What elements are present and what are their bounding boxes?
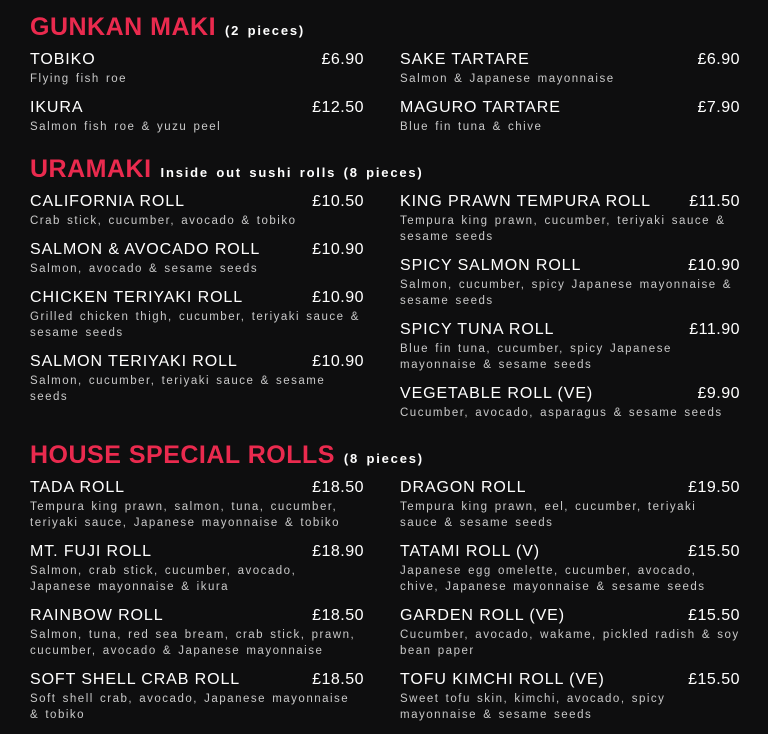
section-right-column [400,478,740,734]
menu-item [30,98,364,135]
item-price: £10.90 [688,257,740,274]
item-name-price-row [30,50,364,69]
item-description: Tempura king prawn, eel, cucumber, teriyaki sauce & sesame seeds [400,501,697,529]
menu-item [30,606,364,659]
item-name-price-row [400,606,740,625]
item-price: £6.90 [697,51,740,68]
item-description: Blue fin tuna, cucumber, spicy Japanese mayonnaise & sesame seeds [400,343,672,371]
item-description: Grilled chicken thigh, cucumber, teriyaki sauce & sesame seeds [30,311,360,339]
item-price: £11.90 [689,321,740,338]
menu-item [400,606,740,659]
item-name: RAINBOW ROLL [30,607,164,624]
item-name: SPICY SALMON ROLL [400,257,582,274]
item-name-price-row [30,240,364,259]
item-price: £7.90 [697,99,740,116]
item-name: TADA ROLL [30,479,125,496]
menu-item [30,542,364,595]
item-description: Salmon, cucumber, teriyaki sauce & sesame seeds [30,375,326,403]
section-title: URAMAKI [30,155,152,183]
item-name: MAGURO TARTARE [400,99,561,116]
item-price: £11.50 [689,193,740,210]
item-description: Salmon, tuna, red sea bream, crab stick, prawn, cucumber, avocado & Japanese mayonnaise [30,629,356,657]
item-price: £10.90 [312,289,364,306]
menu-item [30,288,364,341]
item-name: CHICKEN TERIYAKI ROLL [30,289,244,306]
section-subtitle: Inside out sushi rolls (8 pieces) [160,165,424,180]
menu-item [400,256,740,309]
item-name-price-row [400,192,740,211]
section-subtitle: (8 pieces) [343,451,424,466]
menu-section [30,441,740,734]
menu-item [400,320,740,373]
item-name-price-row [400,256,740,275]
item-name-price-row [30,352,364,371]
item-name: SOFT SHELL CRAB ROLL [30,671,241,688]
item-description: Tempura king prawn, cucumber, teriyaki sauce & sesame seeds [400,215,726,243]
item-price: £10.50 [312,193,364,210]
section-right-column [400,50,740,146]
item-name-price-row [30,192,364,211]
item-name-price-row [400,50,740,69]
item-name-price-row [400,320,740,339]
item-name: TOFU KIMCHI ROLL (VE) [400,671,605,688]
item-description: Cucumber, avocado, asparagus & sesame seeds [400,407,723,419]
menu-item [30,478,364,531]
item-name-price-row [400,670,740,689]
item-description: Japanese egg omelette, cucumber, avocado, chive, Japanese mayonnaise & sesame seeds [400,565,706,593]
section-title: GUNKAN MAKI [30,13,217,41]
section-header [30,441,740,469]
item-price: £10.90 [312,241,364,258]
item-name-price-row [400,384,740,403]
item-description: Salmon, cucumber, spicy Japanese mayonnaise & sesame seeds [400,279,732,307]
menu-item [400,98,740,135]
menu-item [400,50,740,87]
item-name: KING PRAWN TEMPURA ROLL [400,193,651,210]
item-name: SPICY TUNA ROLL [400,321,555,338]
item-price: £15.50 [688,543,740,560]
menu-item [30,670,364,723]
item-name: SALMON & AVOCADO ROLL [30,241,261,258]
menu-item [30,240,364,277]
section-header [30,13,740,41]
item-description: Salmon & Japanese mayonnaise [400,73,615,85]
menu-item [30,352,364,405]
item-name: DRAGON ROLL [400,479,527,496]
section-columns [30,478,740,734]
section-columns [30,50,740,146]
item-name-price-row [30,98,364,117]
menu-item [30,50,364,87]
item-name-price-row [400,542,740,561]
item-description: Sweet tofu skin, kimchi, avocado, spicy mayonnaise & sesame seeds [400,693,666,721]
menu-section [30,155,740,432]
item-name: TATAMI ROLL (V) [400,543,541,560]
menu-item [30,192,364,229]
item-description: Crab stick, cucumber, avocado & tobiko [30,215,297,227]
section-left-column [30,478,364,734]
item-name: MT. FUJI ROLL [30,543,152,560]
item-name-price-row [400,98,740,117]
item-price: £10.90 [312,353,364,370]
item-price: £18.50 [312,607,364,624]
item-name-price-row [30,606,364,625]
item-description: Blue fin tuna & chive [400,121,543,133]
item-price: £18.90 [312,543,364,560]
item-price: £6.90 [321,51,364,68]
item-name-price-row [400,478,740,497]
item-name: GARDEN ROLL (VE) [400,607,565,624]
item-description: Salmon, crab stick, cucumber, avocado, Japanese mayonnaise & ikura [30,565,297,593]
item-price: £19.50 [688,479,740,496]
item-description: Salmon, avocado & sesame seeds [30,263,259,275]
item-name: SAKE TARTARE [400,51,530,68]
section-left-column [30,192,364,416]
menu-item [400,542,740,595]
section-right-column [400,192,740,432]
item-name-price-row [30,478,364,497]
item-name: CALIFORNIA ROLL [30,193,185,210]
section-header [30,155,740,183]
menu-item [400,478,740,531]
item-price: £15.50 [688,671,740,688]
menu-item [400,384,740,421]
item-price: £12.50 [312,99,364,116]
item-name: VEGETABLE ROLL (VE) [400,385,594,402]
item-description: Cucumber, avocado, wakame, pickled radish & soy bean paper [400,629,740,657]
menu-item [400,670,740,723]
item-name-price-row [30,288,364,307]
item-name-price-row [30,542,364,561]
item-description: Flying fish roe [30,73,128,85]
item-name: IKURA [30,99,84,116]
item-description: Tempura king prawn, salmon, tuna, cucumber, teriyaki sauce, Japanese mayonnaise & tobiko [30,501,341,529]
item-price: £18.50 [312,479,364,496]
item-price: £18.50 [312,671,364,688]
menu-item [400,192,740,245]
item-description: Soft shell crab, avocado, Japanese mayonnaise & tobiko [30,693,350,721]
item-name: TOBIKO [30,51,96,68]
item-description: Salmon fish roe & yuzu peel [30,121,222,133]
item-name-price-row [30,670,364,689]
item-name: SALMON TERIYAKI ROLL [30,353,238,370]
section-title: HOUSE SPECIAL ROLLS [30,441,335,469]
item-price: £9.90 [697,385,740,402]
section-subtitle: (2 pieces) [225,23,306,38]
section-left-column [30,50,364,146]
menu-section [30,13,740,146]
section-columns [30,192,740,432]
item-price: £15.50 [688,607,740,624]
